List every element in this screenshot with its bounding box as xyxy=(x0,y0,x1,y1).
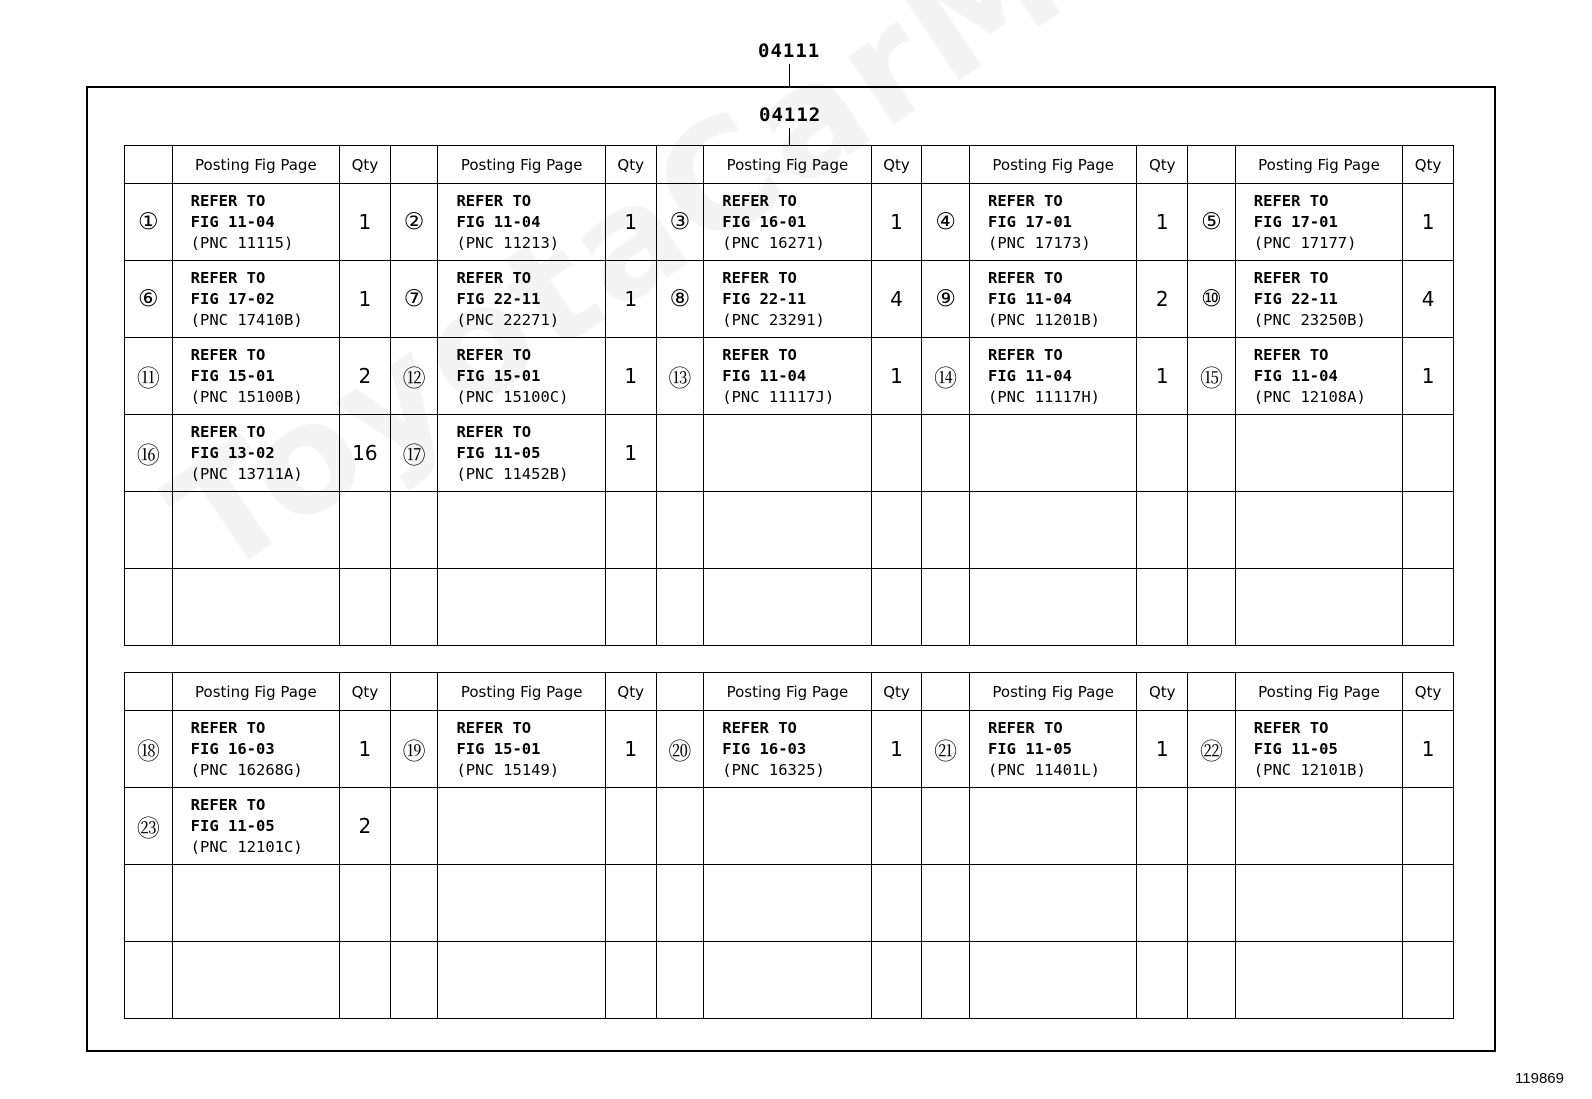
posting-fig-page xyxy=(970,261,1137,338)
refer-to-text: REFER TO xyxy=(1253,268,1329,287)
outer-leader-line xyxy=(789,64,790,86)
reference-number xyxy=(922,415,970,492)
reference-number: ⑤ xyxy=(1188,184,1236,261)
pnc-code: (PNC 11117H) xyxy=(988,387,1100,406)
quantity xyxy=(871,415,922,492)
posting-fig-page xyxy=(704,942,871,1019)
reference-number: ④ xyxy=(922,184,970,261)
qty-header: Qty xyxy=(871,146,922,184)
quantity xyxy=(605,492,656,569)
posting-fig-page xyxy=(1235,942,1402,1019)
fig-number: FIG 11-04 xyxy=(190,212,275,231)
fig-number: FIG 11-04 xyxy=(456,212,541,231)
posting-fig-page xyxy=(970,865,1137,942)
quantity xyxy=(1137,569,1188,646)
posting-fig-page xyxy=(704,865,871,942)
quantity: 1 xyxy=(340,261,391,338)
fig-number: FIG 11-04 xyxy=(722,366,807,385)
number-header xyxy=(390,146,438,184)
pnc-code: (PNC 23250B) xyxy=(1253,310,1366,329)
refer-to-text: REFER TO xyxy=(988,191,1063,210)
parts-table-1 xyxy=(124,145,1454,646)
pnc-code: (PNC 11115) xyxy=(190,233,294,252)
reference-number xyxy=(1188,492,1236,569)
posting-fig-page xyxy=(172,942,339,1019)
posting-fig-page xyxy=(704,184,871,261)
figure-id: 119869 xyxy=(1515,1070,1564,1087)
posting-fig-page xyxy=(438,865,605,942)
refer-to-text: REFER TO xyxy=(1253,345,1329,364)
posting-fig-page xyxy=(438,569,605,646)
quantity xyxy=(1137,492,1188,569)
reference-number: ⑨ xyxy=(922,261,970,338)
table-row xyxy=(125,788,1454,865)
posting-fig-page xyxy=(438,492,605,569)
refer-to-text: REFER TO xyxy=(456,718,532,737)
posting-fig-page xyxy=(1235,492,1402,569)
reference-number xyxy=(125,942,173,1019)
reference-number xyxy=(390,865,438,942)
reference-number xyxy=(922,942,970,1019)
refer-to-text: REFER TO xyxy=(988,268,1063,287)
table-row xyxy=(125,338,1454,415)
pnc-code: (PNC 16268G) xyxy=(190,760,303,779)
table-row xyxy=(125,942,1454,1019)
refer-to-text: REFER TO xyxy=(456,191,532,210)
posting-fig-page xyxy=(172,415,339,492)
number-header xyxy=(390,673,438,711)
quantity: 1 xyxy=(1137,184,1188,261)
number-header xyxy=(1188,673,1236,711)
quantity xyxy=(1403,569,1454,646)
fig-number: FIG 17-01 xyxy=(1253,212,1338,231)
refer-to-text: REFER TO xyxy=(988,718,1063,737)
quantity: 1 xyxy=(1137,338,1188,415)
refer-to-text: REFER TO xyxy=(1253,718,1329,737)
pnc-code: (PNC 11401L) xyxy=(988,760,1100,779)
posting-fig-page xyxy=(172,569,339,646)
fig-number: FIG 11-05 xyxy=(1253,739,1338,758)
pnc-code: (PNC 12101B) xyxy=(1253,760,1366,779)
quantity xyxy=(1403,865,1454,942)
fig-number: FIG 15-01 xyxy=(456,366,541,385)
reference-number xyxy=(922,788,970,865)
fig-number: FIG 22-11 xyxy=(1253,289,1338,308)
quantity xyxy=(871,569,922,646)
table-row xyxy=(125,569,1454,646)
number-header xyxy=(922,673,970,711)
posting-fig-page-header: Posting Fig Page xyxy=(1235,673,1402,711)
posting-fig-page xyxy=(438,261,605,338)
posting-fig-page xyxy=(438,788,605,865)
refer-to-text: REFER TO xyxy=(190,191,266,210)
fig-number: FIG 11-04 xyxy=(1253,366,1338,385)
pnc-code: (PNC 11117J) xyxy=(722,387,835,406)
quantity xyxy=(1403,788,1454,865)
number-header xyxy=(125,673,173,711)
quantity xyxy=(605,865,656,942)
quantity: 1 xyxy=(1403,711,1454,788)
refer-to-text: REFER TO xyxy=(190,795,266,814)
quantity: 1 xyxy=(1137,711,1188,788)
fig-number: FIG 11-04 xyxy=(988,366,1073,385)
qty-header: Qty xyxy=(340,146,391,184)
reference-number: ⑥ xyxy=(125,261,173,338)
reference-number xyxy=(922,492,970,569)
reference-number: ㉑ xyxy=(922,711,970,788)
refer-to-text: REFER TO xyxy=(190,268,266,287)
reference-number: ⑫ xyxy=(390,338,438,415)
quantity xyxy=(340,942,391,1019)
quantity: 1 xyxy=(871,184,922,261)
quantity xyxy=(871,788,922,865)
pnc-code: (PNC 15100B) xyxy=(190,387,303,406)
quantity: 4 xyxy=(1403,261,1454,338)
reference-number xyxy=(1188,865,1236,942)
number-header xyxy=(922,146,970,184)
pnc-code: (PNC 17173) xyxy=(988,233,1091,252)
table-row xyxy=(125,184,1454,261)
fig-number: FIG 11-04 xyxy=(988,289,1073,308)
quantity xyxy=(1137,865,1188,942)
posting-fig-page xyxy=(704,788,871,865)
quantity: 1 xyxy=(340,711,391,788)
reference-number: ⑱ xyxy=(125,711,173,788)
posting-fig-page xyxy=(1235,711,1402,788)
quantity xyxy=(1137,942,1188,1019)
posting-fig-page xyxy=(970,569,1137,646)
quantity: 1 xyxy=(1403,338,1454,415)
pnc-code: (PNC 11201B) xyxy=(988,310,1100,329)
pnc-code: (PNC 23291) xyxy=(722,310,825,329)
quantity: 1 xyxy=(605,415,656,492)
refer-to-text: REFER TO xyxy=(1253,191,1329,210)
pnc-code: (PNC 15149) xyxy=(456,760,560,779)
quantity: 1 xyxy=(605,261,656,338)
reference-number: ③ xyxy=(656,184,704,261)
pnc-code: (PNC 11213) xyxy=(456,233,560,252)
quantity xyxy=(871,492,922,569)
reference-number xyxy=(656,865,704,942)
reference-number xyxy=(656,415,704,492)
refer-to-text: REFER TO xyxy=(722,268,797,287)
reference-number: ⑩ xyxy=(1188,261,1236,338)
refer-to-text: REFER TO xyxy=(722,191,797,210)
reference-number xyxy=(390,942,438,1019)
reference-number: ⑮ xyxy=(1188,338,1236,415)
quantity xyxy=(605,569,656,646)
table-row xyxy=(125,261,1454,338)
fig-number: FIG 17-01 xyxy=(988,212,1073,231)
reference-number: ① xyxy=(125,184,173,261)
refer-to-text: REFER TO xyxy=(456,345,532,364)
posting-fig-page xyxy=(438,184,605,261)
posting-fig-page xyxy=(1235,184,1402,261)
reference-number: ② xyxy=(390,184,438,261)
posting-fig-page xyxy=(438,711,605,788)
posting-fig-page-header: Posting Fig Page xyxy=(172,146,339,184)
posting-fig-page xyxy=(970,788,1137,865)
posting-fig-page-header: Posting Fig Page xyxy=(704,146,871,184)
fig-number: FIG 11-05 xyxy=(988,739,1073,758)
reference-number: ⑦ xyxy=(390,261,438,338)
posting-fig-page xyxy=(970,338,1137,415)
quantity xyxy=(1403,942,1454,1019)
quantity: 1 xyxy=(605,338,656,415)
number-header xyxy=(125,146,173,184)
posting-fig-page xyxy=(172,338,339,415)
posting-fig-page xyxy=(704,492,871,569)
fig-number: FIG 22-11 xyxy=(722,289,807,308)
reference-number xyxy=(390,569,438,646)
refer-to-text: REFER TO xyxy=(456,422,532,441)
quantity: 1 xyxy=(871,711,922,788)
posting-fig-page xyxy=(1235,338,1402,415)
qty-header: Qty xyxy=(871,673,922,711)
reference-number: ㉒ xyxy=(1188,711,1236,788)
reference-number xyxy=(390,788,438,865)
fig-number: FIG 15-01 xyxy=(456,739,541,758)
posting-fig-page-header: Posting Fig Page xyxy=(970,673,1137,711)
posting-fig-page xyxy=(970,415,1137,492)
quantity xyxy=(605,942,656,1019)
parts-table-2 xyxy=(124,672,1454,1019)
reference-number xyxy=(125,865,173,942)
posting-fig-page xyxy=(172,261,339,338)
quantity: 1 xyxy=(871,338,922,415)
pnc-code: (PNC 16271) xyxy=(722,233,825,252)
pnc-code: (PNC 17177) xyxy=(1253,233,1357,252)
quantity xyxy=(340,569,391,646)
reference-number xyxy=(390,492,438,569)
quantity: 4 xyxy=(871,261,922,338)
reference-number xyxy=(1188,569,1236,646)
posting-fig-page xyxy=(970,492,1137,569)
posting-fig-page xyxy=(704,711,871,788)
posting-fig-page xyxy=(438,338,605,415)
number-header xyxy=(656,146,704,184)
pnc-code: (PNC 11452B) xyxy=(456,464,569,483)
reference-number xyxy=(922,865,970,942)
number-header xyxy=(656,673,704,711)
quantity xyxy=(605,788,656,865)
refer-to-text: REFER TO xyxy=(722,345,797,364)
reference-number xyxy=(1188,942,1236,1019)
qty-header: Qty xyxy=(1403,146,1454,184)
posting-fig-page xyxy=(970,184,1137,261)
quantity: 1 xyxy=(1403,184,1454,261)
outer-assembly-code: 04111 xyxy=(758,40,821,62)
pnc-code: (PNC 22271) xyxy=(456,310,560,329)
qty-header: Qty xyxy=(605,673,656,711)
pnc-code: (PNC 17410B) xyxy=(190,310,303,329)
posting-fig-page xyxy=(970,711,1137,788)
reference-number: ⑬ xyxy=(656,338,704,415)
inner-leader-line xyxy=(789,128,790,146)
quantity: 16 xyxy=(340,415,391,492)
table-row xyxy=(125,711,1454,788)
refer-to-text: REFER TO xyxy=(190,345,266,364)
posting-fig-page xyxy=(1235,788,1402,865)
pnc-code: (PNC 15100C) xyxy=(456,387,569,406)
posting-fig-page-header: Posting Fig Page xyxy=(704,673,871,711)
qty-header: Qty xyxy=(1137,673,1188,711)
reference-number: ⑲ xyxy=(390,711,438,788)
posting-fig-page xyxy=(970,942,1137,1019)
pnc-code: (PNC 13711A) xyxy=(190,464,303,483)
reference-number xyxy=(656,569,704,646)
quantity: 2 xyxy=(1137,261,1188,338)
reference-number xyxy=(656,788,704,865)
number-header xyxy=(1188,146,1236,184)
posting-fig-page xyxy=(704,415,871,492)
fig-number: FIG 17-02 xyxy=(190,289,275,308)
posting-fig-page xyxy=(438,415,605,492)
quantity xyxy=(871,865,922,942)
quantity: 1 xyxy=(340,184,391,261)
reference-number xyxy=(125,569,173,646)
posting-fig-page xyxy=(704,261,871,338)
qty-header: Qty xyxy=(340,673,391,711)
posting-fig-page xyxy=(172,711,339,788)
refer-to-text: REFER TO xyxy=(190,422,266,441)
fig-number: FIG 13-02 xyxy=(190,443,275,462)
fig-number: FIG 11-05 xyxy=(190,816,275,835)
fig-number: FIG 16-03 xyxy=(722,739,807,758)
reference-number: ⑳ xyxy=(656,711,704,788)
reference-number: ㉓ xyxy=(125,788,173,865)
posting-fig-page-header: Posting Fig Page xyxy=(1235,146,1402,184)
posting-fig-page xyxy=(172,865,339,942)
qty-header: Qty xyxy=(605,146,656,184)
quantity: 2 xyxy=(340,788,391,865)
refer-to-text: REFER TO xyxy=(722,718,797,737)
reference-number: ⑭ xyxy=(922,338,970,415)
refer-to-text: REFER TO xyxy=(988,345,1063,364)
reference-number: ⑯ xyxy=(125,415,173,492)
header-row xyxy=(125,673,1454,711)
posting-fig-page xyxy=(172,788,339,865)
reference-number xyxy=(922,569,970,646)
posting-fig-page xyxy=(172,492,339,569)
fig-number: FIG 11-05 xyxy=(456,443,541,462)
quantity xyxy=(1137,788,1188,865)
fig-number: FIG 16-01 xyxy=(722,212,807,231)
fig-number: FIG 15-01 xyxy=(190,366,275,385)
reference-number xyxy=(125,492,173,569)
posting-fig-page xyxy=(172,184,339,261)
quantity xyxy=(340,865,391,942)
posting-fig-page xyxy=(438,942,605,1019)
reference-number: ⑧ xyxy=(656,261,704,338)
reference-number xyxy=(656,492,704,569)
pnc-code: (PNC 12108A) xyxy=(1253,387,1366,406)
posting-fig-page xyxy=(1235,569,1402,646)
quantity: 1 xyxy=(605,184,656,261)
quantity xyxy=(871,942,922,1019)
posting-fig-page-header: Posting Fig Page xyxy=(172,673,339,711)
quantity xyxy=(340,492,391,569)
posting-fig-page xyxy=(704,569,871,646)
table-row xyxy=(125,492,1454,569)
quantity xyxy=(1403,415,1454,492)
posting-fig-page xyxy=(704,338,871,415)
pnc-code: (PNC 12101C) xyxy=(190,837,303,856)
header-row xyxy=(125,146,1454,184)
quantity: 2 xyxy=(340,338,391,415)
fig-number: FIG 22-11 xyxy=(456,289,541,308)
refer-to-text: REFER TO xyxy=(456,268,532,287)
inner-assembly-code: 04112 xyxy=(759,104,822,126)
quantity xyxy=(1403,492,1454,569)
quantity: 1 xyxy=(605,711,656,788)
posting-fig-page xyxy=(1235,865,1402,942)
qty-header: Qty xyxy=(1137,146,1188,184)
reference-number xyxy=(1188,415,1236,492)
posting-fig-page-header: Posting Fig Page xyxy=(438,673,605,711)
table-row xyxy=(125,865,1454,942)
fig-number: FIG 16-03 xyxy=(190,739,275,758)
posting-fig-page-header: Posting Fig Page xyxy=(438,146,605,184)
posting-fig-page xyxy=(1235,415,1402,492)
qty-header: Qty xyxy=(1403,673,1454,711)
reference-number: ⑰ xyxy=(390,415,438,492)
pnc-code: (PNC 16325) xyxy=(722,760,825,779)
quantity xyxy=(1137,415,1188,492)
reference-number xyxy=(1188,788,1236,865)
reference-number xyxy=(656,942,704,1019)
refer-to-text: REFER TO xyxy=(190,718,266,737)
posting-fig-page-header: Posting Fig Page xyxy=(970,146,1137,184)
table-row xyxy=(125,415,1454,492)
posting-fig-page xyxy=(1235,261,1402,338)
reference-number: ⑪ xyxy=(125,338,173,415)
